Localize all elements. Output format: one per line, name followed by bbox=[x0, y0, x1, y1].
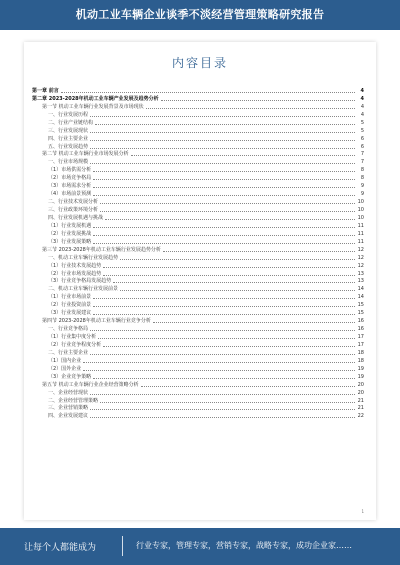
toc-entry-page: 16 bbox=[357, 318, 364, 325]
toc-entry[interactable] bbox=[32, 157, 364, 165]
toc-entry-label: （1）行业集中度分析 bbox=[48, 334, 97, 340]
toc-entry-label: （1）行业发展机遇 bbox=[48, 222, 92, 229]
toc-entry-label: （3）企业竞争策略 bbox=[48, 373, 92, 380]
toc-entry-page: 15 bbox=[357, 310, 364, 317]
toc-entry-page: 19 bbox=[357, 365, 364, 372]
footer-slogan: 让每个人都能成为 bbox=[24, 543, 97, 553]
toc-entry[interactable] bbox=[32, 324, 364, 332]
toc-entry-page: 12 bbox=[357, 254, 364, 261]
toc-entry[interactable] bbox=[32, 173, 364, 181]
toc-leader-dots bbox=[103, 267, 355, 268]
toc-entry-page: 9 bbox=[360, 191, 364, 198]
toc-entry-label: 二、机动工业车辆行业发展前景 bbox=[48, 286, 119, 293]
toc-leader-dots bbox=[61, 92, 355, 93]
toc-entry-label: 一、行业发展历程 bbox=[48, 111, 89, 118]
toc-entry-page: 10 bbox=[357, 214, 364, 221]
toc-entry-label: 四、行业发展机遇与挑战 bbox=[48, 214, 104, 221]
toc-entry-label: 一、企业经营现状 bbox=[48, 389, 89, 396]
toc-entry[interactable] bbox=[32, 253, 364, 261]
toc-leader-dots bbox=[90, 417, 355, 418]
toc-entry-page: 4 bbox=[360, 111, 364, 118]
toc-entry-page: 17 bbox=[357, 334, 364, 340]
toc-leader-dots bbox=[93, 171, 355, 172]
toc-entry-page: 8 bbox=[360, 167, 364, 174]
toc-leader-dots bbox=[120, 290, 355, 291]
toc-entry-label: （3）市场需求分析 bbox=[48, 183, 92, 190]
toc-list bbox=[32, 86, 364, 419]
toc-entry-page: 20 bbox=[357, 389, 364, 396]
toc-entry[interactable] bbox=[32, 118, 364, 126]
toc-entry[interactable] bbox=[32, 221, 364, 229]
toc-leader-dots bbox=[93, 187, 355, 188]
toc-entry-label: （2）市场竞争格局 bbox=[48, 175, 92, 182]
toc-leader-dots bbox=[103, 275, 355, 276]
toc-entry-page: 15 bbox=[357, 302, 364, 309]
toc-entry[interactable] bbox=[32, 165, 364, 173]
toc-leader-dots bbox=[98, 338, 355, 339]
toc-entry-page: 5 bbox=[360, 127, 364, 134]
toc-entry-page: 17 bbox=[357, 341, 364, 348]
toc-leader-dots bbox=[90, 354, 355, 355]
toc-entry[interactable] bbox=[32, 86, 364, 94]
toc-leader-dots bbox=[90, 163, 355, 164]
toc-entry[interactable] bbox=[32, 94, 364, 102]
toc-entry-page: 7 bbox=[360, 159, 364, 166]
toc-entry-page: 18 bbox=[357, 357, 364, 364]
toc-entry[interactable] bbox=[32, 134, 364, 142]
toc-leader-dots bbox=[90, 394, 355, 395]
toc-leader-dots bbox=[93, 179, 355, 180]
toc-leader-dots bbox=[131, 155, 355, 156]
toc-leader-dots bbox=[113, 282, 355, 283]
toc-entry-label: 二、行业产业链结构 bbox=[48, 119, 94, 126]
toc-entry[interactable] bbox=[32, 205, 364, 213]
toc-entry-label: 三、行业发展现状 bbox=[48, 127, 89, 134]
toc-entry-label: 第二章 2023-2028年机动工业车辆产业发展及趋势分析 bbox=[32, 95, 159, 102]
toc-entry-page: 11 bbox=[357, 230, 364, 237]
toc-entry[interactable] bbox=[32, 269, 364, 277]
toc-entry-label: 四、行业主要企业 bbox=[48, 135, 89, 142]
toc-entry-label: 第三节 2023-2028年机动工业车辆行业发展趋势分析 bbox=[42, 246, 161, 253]
toc-entry[interactable] bbox=[32, 411, 364, 419]
toc-entry[interactable] bbox=[32, 364, 364, 372]
toc-entry-page: 19 bbox=[357, 373, 364, 380]
toc-entry-label: （3）行业竞争格局发展趋势 bbox=[48, 278, 112, 285]
toc-leader-dots bbox=[93, 227, 355, 228]
toc-entry-label: 四、企业发展建议 bbox=[48, 413, 89, 420]
toc-entry-page: 11 bbox=[357, 222, 364, 229]
page-number: 1 bbox=[361, 509, 364, 514]
toc-leader-dots bbox=[153, 322, 355, 323]
toc-entry-label: 二、行业主要企业 bbox=[48, 349, 89, 356]
toc-entry-label: 二、行业技术发展分析 bbox=[48, 199, 99, 206]
toc-entry-label: 第二节 机动工业车辆行业市场发展分析 bbox=[42, 151, 129, 158]
toc-entry[interactable] bbox=[32, 380, 364, 388]
toc-entry-label: 第一章 前言 bbox=[32, 87, 59, 94]
toc-entry-label: 第一节 机动工业车辆行业发展背景及市场现状 bbox=[42, 103, 144, 110]
toc-entry-label: 三、企业营销策略 bbox=[48, 405, 89, 412]
toc-leader-dots bbox=[83, 362, 355, 363]
toc-entry-page: 5 bbox=[360, 119, 364, 126]
toc-entry-page: 16 bbox=[357, 326, 364, 333]
toc-entry-label: （2）行业发展挑战 bbox=[48, 230, 92, 237]
report-title: 机动工业车辆企业谈季不淡经营管理策略研究报告 bbox=[75, 8, 325, 21]
toc-leader-dots bbox=[146, 108, 355, 109]
toc-entry-label: （1）市场供需分析 bbox=[48, 167, 92, 174]
toc-entry-page: 13 bbox=[357, 270, 364, 277]
toc-entry-page: 21 bbox=[357, 397, 364, 404]
toc-entry-label: 第四节 2023-2028年机动工业车辆行业竞争分析 bbox=[42, 318, 151, 325]
toc-entry[interactable] bbox=[32, 284, 364, 292]
report-header-bar bbox=[0, 0, 400, 30]
toc-entry-page: 10 bbox=[357, 199, 364, 206]
toc-leader-dots bbox=[93, 314, 355, 315]
toc-entry-label: （1）行业市场前景 bbox=[48, 294, 92, 301]
toc-entry-page: 8 bbox=[360, 175, 364, 182]
toc-entry[interactable] bbox=[32, 404, 364, 412]
toc-entry[interactable] bbox=[32, 245, 364, 253]
toc-leader-dots bbox=[105, 219, 355, 220]
toc-leader-dots bbox=[90, 409, 355, 410]
toc-leader-dots bbox=[93, 195, 355, 196]
toc-entry[interactable] bbox=[32, 316, 364, 324]
toc-leader-dots bbox=[163, 251, 355, 252]
toc-entry[interactable] bbox=[32, 110, 364, 118]
toc-entry[interactable] bbox=[32, 126, 364, 134]
footer-divider bbox=[122, 536, 123, 556]
toc-leader-dots bbox=[141, 386, 355, 387]
toc-leader-dots bbox=[103, 346, 355, 347]
toc-entry-page: 9 bbox=[360, 183, 364, 190]
toc-entry[interactable] bbox=[32, 181, 364, 189]
toc-entry-page: 10 bbox=[357, 207, 364, 213]
toc-leader-dots bbox=[90, 116, 355, 117]
toc-leader-dots bbox=[95, 124, 355, 125]
footer-bar bbox=[0, 528, 400, 565]
toc-leader-dots bbox=[100, 203, 355, 204]
toc-entry[interactable] bbox=[32, 372, 364, 380]
toc-leader-dots bbox=[90, 132, 355, 133]
toc-entry-page: 6 bbox=[360, 135, 364, 142]
toc-entry-label: 三、行业政策环境分析 bbox=[48, 207, 99, 213]
toc-leader-dots bbox=[93, 298, 355, 299]
toc-entry-label: 第五节 机动工业车辆行业企业经营策略分析 bbox=[42, 381, 139, 388]
toc-entry-label: （2）行业市场发展趋势 bbox=[48, 270, 102, 277]
toc-entry-label: 一、机动工业车辆行业发展趋势 bbox=[48, 254, 119, 261]
toc-entry[interactable] bbox=[32, 396, 364, 404]
toc-leader-dots bbox=[90, 330, 355, 331]
toc-entry[interactable] bbox=[32, 150, 364, 158]
toc-entry[interactable] bbox=[32, 388, 364, 396]
toc-entry-page: 7 bbox=[360, 151, 364, 158]
toc-leader-dots bbox=[83, 370, 355, 371]
toc-entry[interactable] bbox=[32, 197, 364, 205]
toc-entry[interactable] bbox=[32, 189, 364, 197]
toc-entry-page: 12 bbox=[357, 246, 364, 253]
toc-entry[interactable] bbox=[32, 229, 364, 237]
toc-entry-page: 14 bbox=[357, 286, 364, 293]
toc-leader-dots bbox=[120, 259, 355, 260]
toc-entry-label: （4）市场前景预测 bbox=[48, 191, 92, 198]
toc-leader-dots bbox=[93, 306, 355, 307]
toc-entry-page: 13 bbox=[357, 278, 364, 285]
toc-entry-label: （3）行业发展建议 bbox=[48, 310, 92, 317]
toc-entry[interactable] bbox=[32, 292, 364, 300]
toc-entry[interactable] bbox=[32, 142, 364, 150]
toc-leader-dots bbox=[93, 235, 355, 236]
toc-entry-page: 11 bbox=[357, 238, 364, 245]
toc-entry-page: 4 bbox=[360, 103, 364, 110]
toc-entry-label: （2）国外企业 bbox=[48, 365, 82, 372]
toc-entry-label: 五、行业发展趋势 bbox=[48, 143, 89, 150]
toc-entry[interactable] bbox=[32, 340, 364, 348]
toc-entry-label: （1）国内企业 bbox=[48, 357, 82, 364]
toc-entry[interactable] bbox=[32, 277, 364, 285]
toc-leader-dots bbox=[161, 100, 355, 101]
toc-entry-page: 18 bbox=[357, 349, 364, 356]
toc-entry-label: 一、行业市场规模 bbox=[48, 159, 89, 166]
toc-entry-page: 12 bbox=[357, 262, 364, 269]
toc-entry-page: 14 bbox=[357, 294, 364, 301]
toc-entry[interactable] bbox=[32, 356, 364, 364]
toc-entry-page: 20 bbox=[357, 381, 364, 388]
toc-entry-page: 21 bbox=[357, 405, 364, 412]
toc-entry[interactable] bbox=[32, 332, 364, 340]
toc-entry-page: 4 bbox=[360, 95, 364, 102]
toc-leader-dots bbox=[100, 402, 355, 403]
toc-entry[interactable] bbox=[32, 300, 364, 308]
toc-entry-label: （1）行业技术发展趋势 bbox=[48, 262, 102, 269]
footer-tagline: 行业专家，管理专家，营销专家，战略专家，成功企业家…… bbox=[136, 541, 352, 550]
toc-leader-dots bbox=[90, 140, 355, 141]
toc-entry-label: 一、行业竞争格局 bbox=[48, 326, 89, 333]
toc-entry-label: （2）行业竞争程度分析 bbox=[48, 341, 102, 348]
toc-entry[interactable] bbox=[32, 102, 364, 110]
toc-leader-dots bbox=[90, 148, 355, 149]
toc-entry-label: （3）行业发展策略 bbox=[48, 238, 92, 245]
document-page bbox=[24, 42, 376, 520]
toc-title: 内容目录 bbox=[171, 56, 228, 70]
toc-entry-page: 4 bbox=[360, 87, 364, 94]
toc-entry-label: （2）行业投资前景 bbox=[48, 302, 92, 309]
toc-entry[interactable] bbox=[32, 237, 364, 245]
toc-entry-page: 22 bbox=[357, 413, 364, 420]
toc-entry-page: 6 bbox=[360, 143, 364, 150]
toc-leader-dots bbox=[100, 211, 355, 212]
toc-entry-label: 二、企业经营管理策略 bbox=[48, 397, 99, 404]
toc-entry[interactable] bbox=[32, 348, 364, 356]
toc-entry[interactable] bbox=[32, 213, 364, 221]
toc-leader-dots bbox=[93, 243, 355, 244]
toc-entry[interactable] bbox=[32, 261, 364, 269]
toc-entry[interactable] bbox=[32, 308, 364, 316]
toc-leader-dots bbox=[93, 378, 355, 379]
